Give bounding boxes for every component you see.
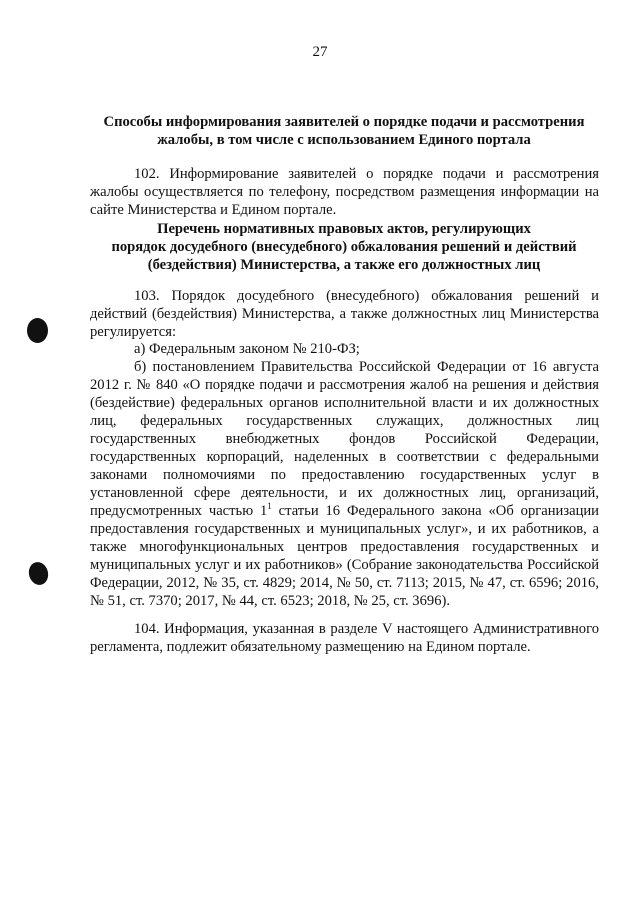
list-item-a: а) Федеральным законом № 210-ФЗ;: [134, 341, 360, 357]
list-item-b-text: б) постановлением Правительства Российской Федерации от 16 августа 2012 г. № 840 «О порядке подачи и рассмотрения жалоб на решения и действия (бездействие) федеральных органов исполнительной власти и их должностных лиц, федеральных государственных служащих, должностных лиц государственных внебюджетных фондов Российской Федерации, государственных корпораций, наделенных в соответствии с федеральными законами полномочиями по предоставлению государственных услуг в установленной сфере деятельности, и их должностных лиц, организаций, предусмотренных частью 1: [90, 359, 599, 519]
heading-line: порядок досудебного (внесудебного) обжалования решений и действий: [111, 239, 577, 255]
list-item-b: [90, 358, 599, 610]
punch-hole-mark: [26, 560, 50, 587]
list-item-b-text-cont: статьи 16 Федерального закона «Об организации предоставления государственных и муниципальных услуг», и их работников, а также многофункциональных центров предоставления государственных и муниципальных услуг и их работников» (Собрание законодательства Российской Федерации, 2012, № 35, ст. 4829; 2014, № 50, ст. 7113; 2015, № 47, ст. 6596; 2016, № 51, ст. 7370; 2017, № 44, ст. 6523; 2018, № 25, ст. 3696).: [90, 503, 599, 609]
section-heading-legal-acts: [88, 220, 600, 274]
paragraph-103: 103. Порядок досудебного (внесудебного) обжалования решений и действий (бездействия) Министерства, а также должностных лиц Министерства регулируется:: [90, 288, 599, 340]
heading-line: Перечень нормативных правовых актов, регулирующих: [157, 221, 531, 237]
superscript: 1: [267, 501, 272, 511]
heading-line: (бездействия) Министерства, а также его должностных лиц: [147, 257, 541, 273]
paragraph-102: 102. Информирование заявителей о порядке подачи и рассмотрения жалобы осуществляется по телефону, посредством размещения информации на сайте Министерства и Едином портале.: [90, 166, 599, 218]
heading-line: Способы информирования заявителей о порядке подачи и рассмотрения: [103, 114, 585, 130]
section-heading-complaint-info-methods: [88, 113, 600, 149]
page-number: 27: [312, 44, 328, 60]
heading-line: жалобы, в том числе с использованием Единого портала: [157, 132, 531, 148]
punch-hole-mark: [27, 318, 48, 343]
paragraph-104: 104. Информация, указанная в разделе V настоящего Административного регламента, подлежит обязательному размещению на Едином портале.: [90, 621, 599, 655]
